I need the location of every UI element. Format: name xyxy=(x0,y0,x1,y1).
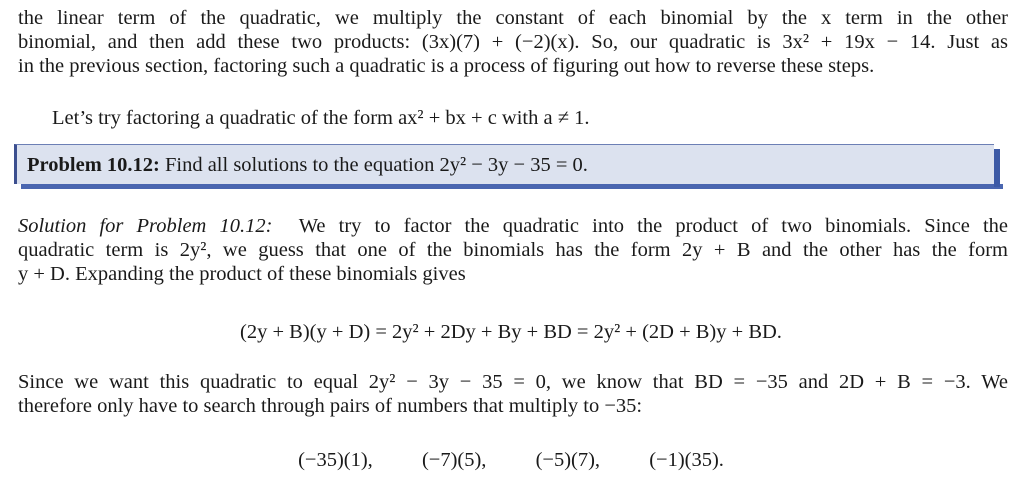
lead-line: Let’s try factoring a quadratic of the form ax² + bx + c with a ≠ 1. xyxy=(52,107,590,129)
solution-label: Solution for Problem 10.12: xyxy=(18,215,273,237)
factor-pair: (−5)(7), xyxy=(535,449,601,471)
intro-line-1: the linear term of the quadratic, we multiply the constant of each binomial by the x term in the other xyxy=(18,7,1008,29)
problem-box xyxy=(14,144,994,184)
lead-paragraph xyxy=(52,106,1022,130)
solution-line-3: y + D. Expanding the product of these binomials gives xyxy=(18,263,466,285)
intro-line-3: in the previous section, factoring such a quadratic is a process of figuring out how to reverse these steps. xyxy=(18,55,875,77)
solution-line-2: quadratic term is 2y², we guess that one of the binomials has the form 2y + B and the other has the form xyxy=(18,239,1008,261)
problem-label: Problem 10.12: xyxy=(27,154,160,176)
problem-text: Find all solutions to the equation 2y² − 3y − 35 = 0. xyxy=(164,154,588,176)
solution-line-1 xyxy=(18,214,1008,238)
factor-pair: (−35)(1), xyxy=(298,449,373,471)
intro-paragraph xyxy=(18,6,1008,78)
conditions-line-2: therefore only have to search through pairs of numbers that multiply to −35: xyxy=(18,395,643,417)
solution-paragraph xyxy=(18,214,1008,286)
conditions-paragraph xyxy=(18,370,1008,418)
conditions-line-1: Since we want this quadratic to equal 2y² − 3y − 35 = 0, we know that BD = −35 and 2D + B = −3. We xyxy=(18,371,1008,393)
factor-pair: (−7)(5), xyxy=(421,449,487,471)
problem-statement xyxy=(27,153,588,177)
factor-pairs xyxy=(0,448,1022,472)
expansion-equation: (2y + B)(y + D) = 2y² + 2Dy + By + BD = 2y² + (2D + B)y + BD. xyxy=(240,321,782,343)
factor-pair: (−1)(35). xyxy=(649,449,724,471)
solution-line-1-text: We try to factor the quadratic into the product of two binomials. Since the xyxy=(298,215,1008,237)
intro-line-2: binomial, and then add these two products: (3x)(7) + (−2)(x). So, our quadratic is 3x² + 19x − 14. Just as xyxy=(18,31,1008,53)
